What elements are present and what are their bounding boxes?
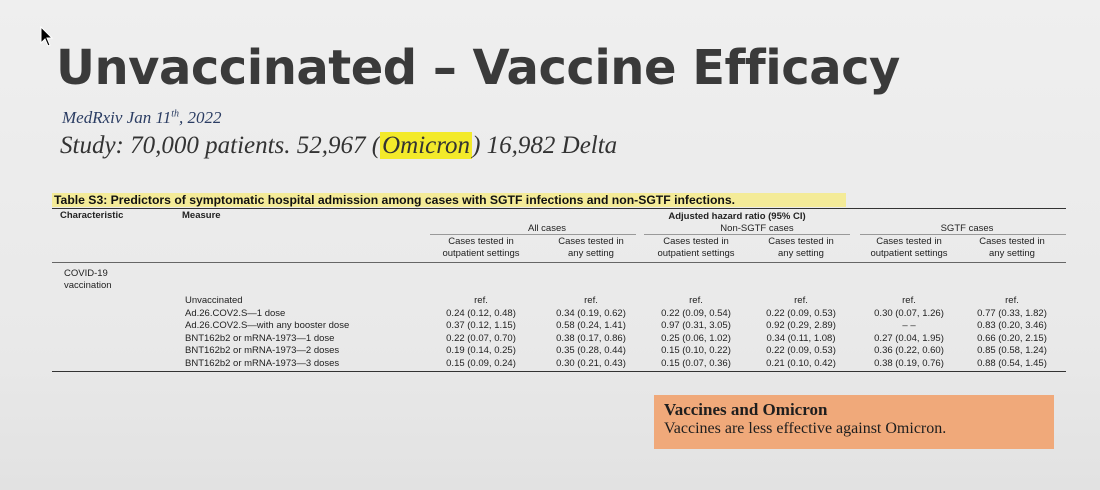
value-cell: 0.88 (0.54, 1.45) bbox=[977, 357, 1047, 369]
value-cell: 0.21 (0.10, 0.42) bbox=[766, 357, 836, 369]
characteristic-line1: COVID-19 bbox=[64, 268, 108, 279]
subheader-1-line1: Cases tested in bbox=[448, 236, 514, 247]
group-all-cases: All cases bbox=[527, 223, 566, 234]
table-caption: Table S3: Predictors of symptomatic hospital admission among cases with SGTF infections and non-SGTF infections. bbox=[52, 193, 846, 207]
omicron-highlight: Omicron bbox=[382, 132, 471, 159]
value-cell: ref. bbox=[902, 295, 916, 306]
callout-body: Vaccines are less effective against Omicron. bbox=[664, 420, 947, 437]
value-cell: 0.38 (0.17, 0.86) bbox=[556, 332, 626, 344]
value-cell: ref. bbox=[794, 295, 808, 306]
group-rule-all bbox=[430, 234, 636, 235]
subheader-1-line2: outpatient settings bbox=[442, 248, 520, 259]
subheader-1 bbox=[427, 236, 535, 260]
header-characteristic: Characteristic bbox=[60, 210, 124, 221]
subheader-3-line2: outpatient settings bbox=[657, 248, 735, 259]
value-cell: 0.77 (0.33, 1.82) bbox=[977, 307, 1047, 319]
value-cell: 0.22 (0.09, 0.53) bbox=[766, 307, 836, 319]
value-cell: 0.34 (0.19, 0.62) bbox=[556, 307, 626, 319]
value-cell: ref. bbox=[1005, 295, 1019, 306]
value-cell: 0.27 (0.04, 1.95) bbox=[874, 332, 944, 344]
value-cell: 0.30 (0.21, 0.43) bbox=[556, 357, 626, 369]
slide-title: Unvaccinated – Vaccine Efficacy bbox=[56, 40, 900, 96]
value-cell: 0.24 (0.12, 0.48) bbox=[446, 307, 516, 319]
value-cell: 0.35 (0.28, 0.44) bbox=[556, 345, 626, 356]
group-sgtf: SGTF cases bbox=[940, 223, 994, 234]
value-cell: – – bbox=[902, 320, 916, 331]
source-superscript: th bbox=[171, 108, 179, 120]
subheader-3-line1: Cases tested in bbox=[663, 236, 729, 247]
subheader-6-line1: Cases tested in bbox=[979, 236, 1045, 247]
subheader-3 bbox=[642, 236, 750, 260]
value-cell: 0.22 (0.09, 0.54) bbox=[661, 307, 731, 319]
value-cell: 0.97 (0.31, 3.05) bbox=[661, 320, 731, 331]
subheader-5 bbox=[855, 236, 963, 260]
mouse-pointer-icon bbox=[40, 26, 54, 48]
value-cell: 0.25 (0.06, 1.02) bbox=[661, 332, 731, 344]
header-measure: Measure bbox=[182, 210, 221, 221]
source-year: , 2022 bbox=[178, 108, 222, 127]
subheader-2-line1: Cases tested in bbox=[558, 236, 624, 247]
value-cell: 0.83 (0.20, 3.46) bbox=[977, 320, 1047, 331]
table-row bbox=[52, 308, 1066, 319]
subheader-2-line2: any setting bbox=[568, 248, 614, 259]
value-cell: 0.15 (0.10, 0.22) bbox=[661, 345, 731, 356]
study-text: Study: 70,000 patients. 52,967 ( bbox=[60, 132, 381, 159]
header-adjusted-hazard-ratio: Adjusted hazard ratio (95% CI) bbox=[668, 211, 806, 222]
table-bottom-rule bbox=[52, 371, 1066, 372]
value-cell: ref. bbox=[474, 295, 488, 306]
study-summary bbox=[60, 132, 617, 160]
table-row bbox=[52, 295, 1066, 306]
value-cell: ref. bbox=[689, 295, 703, 306]
measure-cell: BNT162b2 or mRNA-1973—2 doses bbox=[185, 345, 340, 356]
table-top-rule bbox=[52, 208, 1066, 209]
measure-cell: Ad.26.COV2.S—1 dose bbox=[185, 307, 286, 319]
subheader-6-line2: any setting bbox=[989, 248, 1035, 259]
source-citation bbox=[62, 108, 221, 128]
group-non-sgtf: Non-SGTF cases bbox=[720, 223, 794, 234]
measure-cell: BNT162b2 or mRNA-1973—3 doses bbox=[185, 357, 340, 369]
table-row bbox=[52, 358, 1066, 369]
subheader-2 bbox=[537, 236, 645, 260]
value-cell: 0.37 (0.12, 1.15) bbox=[446, 320, 516, 331]
subheader-4-line2: any setting bbox=[778, 248, 824, 259]
measure-cell: Unvaccinated bbox=[185, 295, 243, 306]
value-cell: 0.19 (0.14, 0.25) bbox=[446, 345, 516, 356]
table-row bbox=[52, 333, 1066, 344]
source-text: MedRxiv Jan 11 bbox=[62, 108, 172, 127]
value-cell: 0.36 (0.22, 0.60) bbox=[874, 345, 944, 356]
measure-cell: Ad.26.COV2.S—with any booster dose bbox=[185, 320, 350, 331]
summary-callout bbox=[654, 395, 1054, 449]
value-cell: 0.22 (0.09, 0.53) bbox=[766, 345, 836, 356]
group-rule-non-sgtf bbox=[644, 234, 850, 235]
subheader-4 bbox=[747, 236, 855, 260]
characteristic-line2: vaccination bbox=[64, 280, 112, 291]
subheader-5-line2: outpatient settings bbox=[870, 248, 948, 259]
study-text-end: ) 16,982 Delta bbox=[472, 132, 618, 159]
subheader-6 bbox=[958, 236, 1066, 260]
value-cell: 0.22 (0.07, 0.70) bbox=[446, 332, 516, 344]
value-cell: 0.15 (0.09, 0.24) bbox=[446, 357, 516, 369]
table-row bbox=[52, 320, 1066, 331]
subheader-4-line1: Cases tested in bbox=[768, 236, 834, 247]
value-cell: 0.58 (0.24, 1.41) bbox=[556, 320, 626, 331]
subheader-5-line1: Cases tested in bbox=[876, 236, 942, 247]
value-cell: 0.30 (0.07, 1.26) bbox=[874, 307, 944, 319]
value-cell: 0.85 (0.58, 1.24) bbox=[977, 345, 1047, 356]
callout-heading: Vaccines and Omicron bbox=[664, 400, 828, 419]
value-cell: 0.34 (0.11, 1.08) bbox=[766, 332, 836, 344]
group-rule-sgtf bbox=[860, 234, 1066, 235]
measure-cell: BNT162b2 or mRNA-1973—1 dose bbox=[185, 332, 335, 344]
value-cell: ref. bbox=[584, 295, 598, 306]
table-row bbox=[52, 345, 1066, 356]
value-cell: 0.38 (0.19, 0.76) bbox=[874, 357, 944, 369]
header-bottom-rule bbox=[52, 262, 1066, 263]
value-cell: 0.66 (0.20, 2.15) bbox=[977, 332, 1047, 344]
value-cell: 0.92 (0.29, 2.89) bbox=[766, 320, 836, 331]
value-cell: 0.15 (0.07, 0.36) bbox=[661, 357, 731, 369]
